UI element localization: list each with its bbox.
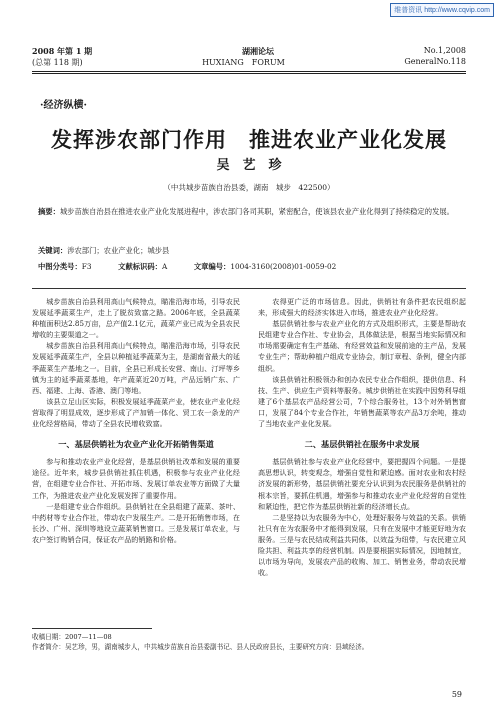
body-paragraph: 二是坚持以为农服务为中心，处理好服务与效益的关系。供销社只有在为农服务中才能得到发展，只有在发展中才能更好地为农服务。三是与农民结成利益共同体，以效益为纽带，与农民建立风险共担、利益共享的经营机制。四是要根据实际情况，因地制宜，以市场为导向，发展农产品的收购、加工、销售业务，带动农民增收。 [258,512,466,578]
page-number: 59 [451,690,462,699]
body-paragraph: 一是组建专业合作组织。县供销社在全县组建了蔬菜、茶叶、中药材等专业合作社，带动农户发展生产。二是开拓销售市场，在长沙、广州、深圳等地设立蔬菜销售窗口。三是发展订单农业，与农户签订购销合同，保证农产品的销路和价格。 [32,501,240,544]
header-rule [32,71,466,72]
doc-code-label: 文献标识码： [118,262,162,271]
column-tag: ·经济纵横· [40,100,87,111]
section-heading: 二、基层供销社在服务中求发展 [304,439,420,450]
keywords-line [38,246,460,256]
footnote-rule [32,628,152,629]
body-column-left [32,296,240,545]
body-paragraph: 城步苗族自治县利用高山气候特点，瞄准沿海市场，引导农民发展延季蔬菜生产，走上了脱贫致富之路。2006年底，全县蔬菜种植面积达2.85万亩，总产值2.1亿元，蔬菜产业已成为全县农民增收的主要渠道之一。 [32,297,240,340]
received-date: 收稿日期：2007—11—08 [32,633,112,641]
body-separator [32,288,466,289]
classification-line [38,262,460,272]
issue-number-en: No.1,2008 [423,46,466,55]
abstract-label: 摘要： [38,207,60,216]
general-number: GeneralNo.118 [404,57,466,66]
keywords-label: 关键词： [38,246,68,255]
journal-name: 湖湘论坛 [241,46,274,56]
body-paragraph: 参与和推动农业产业化经营，是基层供销社改革和发展的重要途径。近年来，城步县供销社抓住机遇，积极参与农业产业化经营，在组建专业合作社、开拓市场、发展订单农业等方面做了大量工作，为推进农业产业化发展发挥了重要作用。 [32,457,240,500]
article-author: 吴 艺 珍 [216,158,282,173]
article-number-label: 文章编号： [193,262,231,271]
footnote [32,628,466,652]
journal-header [32,46,466,74]
total-issue-label: (总第 118 期) [32,58,83,67]
clc-value: F3 [81,262,92,271]
abstract-text: 城步苗族自治县在推进农业产业化发展进程中，涉农部门各司其职，紧密配合，使该县农业产业化得到了持续稳定的发展。 [59,207,454,216]
journal-name-en: HUXIANG FORUM [202,58,285,67]
watermark-stamp: 维普资讯 http://www.cqvip.com [390,3,494,17]
clc-label: 中图分类号： [38,262,82,271]
body-paragraph: 基层供销社参与农业产业化经营中，要把握四个问题。一是提高思想认识，转变观念，增强自觉性和紧迫感。面对农业和农村经济发展的新形势，基层供销社要充分认识到为农民服务是供销社的根本宗旨，要抓住机遇，增强参与和推动农业产业化经营的自觉性和紧迫性，把它作为基层供销社新的经济增长点。 [258,457,466,511]
author-bio: 作者简介：吴艺珍，男，湖南城步人，中共城步苗族自治县委副书记、县人民政府县长，主要研究方向：县域经济。 [32,643,369,651]
body-paragraph: 该县立足山区实际，积极发展延季蔬菜产业，使农业产业化经营取得了明显成效，逐步形成了产加销一体化、贸工农一条龙的产业化经营格局，带动了全县农民增收致富。 [32,396,240,429]
doc-code-value: A [161,262,168,271]
body-paragraph: 该县供销社积极领办和创办农民专业合作组织，提供信息、科技、生产、供应生产资料等服务。城步供销社在实践中因势利导组建了6个基层农产品经营公司，7个综合服务社，13个对外销售窗口，发展了84个专业合作社，年销售蔬菜等农产品3万余吨，推动了当地农业产业化发展。 [258,374,466,429]
section-heading: 一、基层供销社为农业产业化开拓销售渠道 [58,439,214,450]
body-paragraph: 城步苗族自治县利用高山气候特点，瞄准沿海市场，引导农民发展延季蔬菜生产，全县以种植延季蔬菜为主，是湖南省最大的延季蔬菜生产基地之一。目前，全县已形成长安营、南山、汀坪等乡镇为主的延季蔬菜基地，年产蔬菜近20万吨，产品远销广东、广西、福建、上海、香港、澳门等地。 [32,341,240,395]
abstract [38,206,460,218]
header-rule-thin [32,73,466,74]
keywords-text: 涉农部门；农业产业化；城步县 [67,246,170,255]
article-title: 发挥涉农部门作用 推进农业产业化发展 [51,127,447,152]
body-column-right [258,296,466,578]
author-affiliation: （中共城步苗族自治县委，湖南 城步 422500） [163,183,335,192]
body-paragraph: 农得更广泛的市场信息。因此，供销社有条件把农民组织起来，形成强大的经济实体进入市场，推进农业产业化经营。 [258,297,466,318]
body-paragraph: 基层供销社参与农业产业化的方式及组织形式，主要是帮助农民组建专业合作社、专业协会，具体做法是，根据当地实际情况和市场需要确定有生产基础、有经营效益和发展前途的主产品，发展专业生产；帮助种植户组成专业协会，制订章程、条例，健全内部组织。 [258,319,466,373]
article-number-value: 1004-3160(2008)01-0059-02 [230,262,337,271]
issue-label: 2008 年第 1 期 [32,46,93,56]
